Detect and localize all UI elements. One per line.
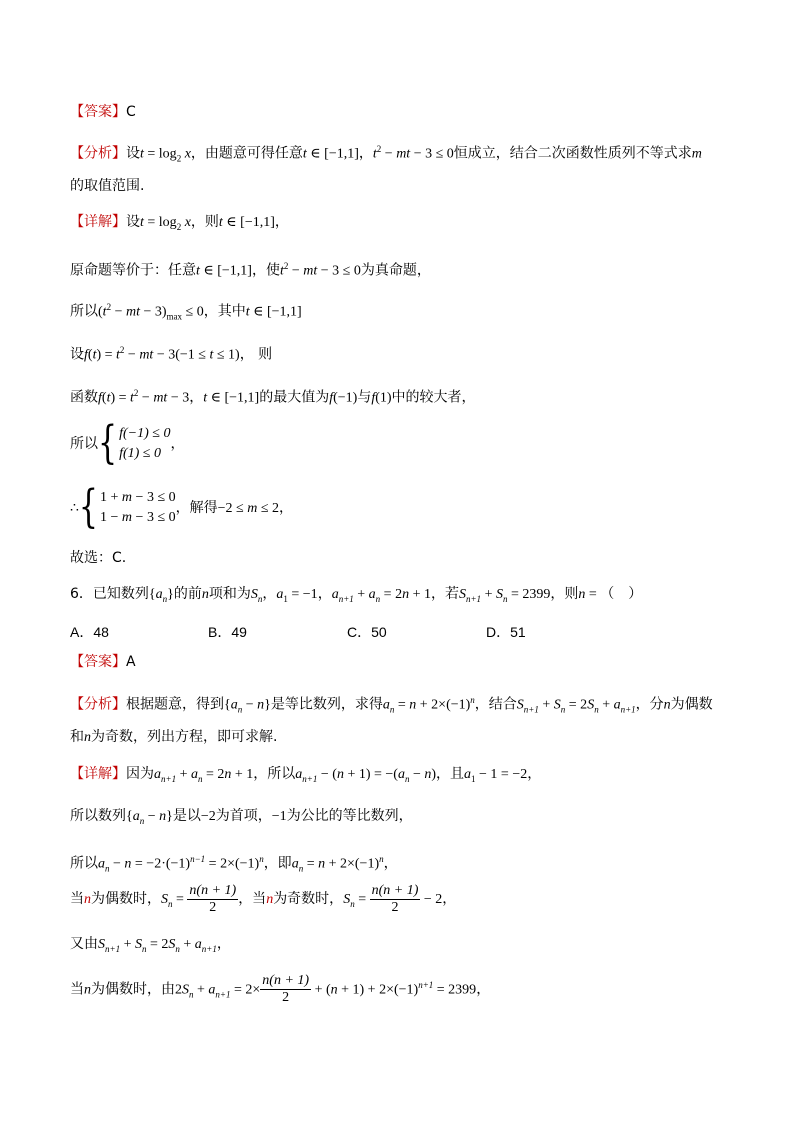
text: 为奇数时， — [273, 891, 344, 907]
option-d: D．51 — [486, 624, 526, 640]
q6-analysis-line-2: 和n为奇数，列出方程，即可求解. — [70, 729, 278, 745]
q5-answer-line — [70, 102, 136, 122]
text: ，则 — [550, 586, 579, 602]
q6-detail-line-1: 【详解】因为$a_{n+1} + a_n = 2n + 1$，所以$a_{n+1} - (n + 1) = -(a_n - n)$，且$a_1 - 1 = -2$， — [70, 766, 542, 784]
text: ， 则 — [239, 346, 273, 363]
text: 的取值范围. — [70, 178, 145, 194]
text: 原命题等价于：任意 — [70, 262, 196, 279]
text: ，且 — [436, 766, 465, 782]
left-brace: { — [98, 417, 118, 470]
text: 为真命题， — [360, 262, 431, 279]
text: ，则 — [190, 214, 219, 230]
text: 为偶数 — [670, 696, 713, 713]
text: ，使 — [251, 262, 280, 279]
text: 的最大值为 — [259, 389, 330, 406]
option-c: C．50 — [347, 624, 387, 640]
text: 为首项， — [215, 808, 272, 824]
text: 设 — [70, 346, 84, 363]
q6-detail-line-4: 当n为偶数时，$S_n$ = $\frac{n(n + 1)}{2}$ ，当n为奇数时，$S_n$ = $\frac{n(n + 1)}{2}$ − 2， — [70, 882, 457, 915]
text: 所以 — [70, 303, 98, 320]
detail-label: 【详解】 — [70, 214, 126, 230]
text: ，分 — [635, 696, 664, 713]
q5-detail-line-3: 所以($t^2$ − mt − $3)_{max} \le 0$，其中t ∈ [−1,1] — [70, 302, 302, 322]
text: ，所以 — [253, 766, 296, 782]
text: 为奇数，列出方程，即可求解. — [91, 729, 278, 745]
text: 当 — [70, 981, 84, 998]
text: 为偶数时，由 — [91, 981, 175, 998]
text: 故选：C. — [70, 550, 127, 566]
q5-analysis-line-1: 【分析】设$t = \log_2 x$，由题意可得任意t ∈ [−1,1]，$t^2$ − mt − 3 ≤ 0恒成立，结合二次函数性质列不等式求m — [70, 144, 702, 164]
text: 恒成立，结合二次函数性质列不等式求 — [453, 145, 692, 162]
text: 因为 — [126, 766, 154, 782]
text: ，其中 — [203, 303, 246, 320]
q5-analysis-line-2 — [70, 176, 144, 196]
q6-detail-line-6: 当n为偶数时，由$2S_n + a_{n+1} = 2\times$ $\frac{n(n + 1)}{2}$ + $(n + 1) + 2\times(-1)^{n+1} = 2399$， — [70, 973, 491, 1006]
text: 所以 — [70, 436, 98, 452]
text: 又由 — [70, 936, 98, 952]
q5-detail-line-1: 【详解】设$t = \log_2 x$，则t ∈ [−1,1]， — [70, 214, 289, 232]
q6-analysis-line-1: 【分析】根据题意，得到$\{a_n - n\}$是等比数列，求得$a_n = n + 2\times(-1)^n$，结合$S_{n+1} + S_n = 2S_n + a_{n+1}$，分n为偶数 — [70, 695, 713, 715]
text: 中的较大者， — [391, 389, 476, 406]
text: ，即 — [263, 855, 292, 872]
q6-detail-line-5: 又由$S_{n+1} + S_n = 2S_n + a_{n+1}$， — [70, 936, 231, 954]
text: 所以 — [70, 855, 98, 872]
text: ，由题意可得任意 — [190, 145, 303, 162]
answer-value: A — [126, 654, 136, 670]
q6-answer-line — [70, 652, 136, 672]
text: ，结合 — [474, 696, 517, 713]
q6-stem: 6．已知数列$\{a_n\}$的前n项和为$S_n$，$a_1 = -1$，$a_{n+1} + a_n = 2n + 1$，若$S_{n+1} + S_n = 2399$，则n = （ ） — [70, 586, 643, 604]
q5-choose-line — [70, 548, 126, 568]
left-brace: { — [78, 481, 99, 534]
text: （ ） — [600, 586, 643, 602]
text: ，当 — [238, 891, 267, 907]
text: 的前 — [173, 586, 202, 602]
text: 函数 — [70, 389, 98, 406]
text: 所以数列 — [70, 808, 126, 824]
option-a: A．48 — [70, 624, 109, 640]
text: ，若 — [430, 586, 459, 602]
text: 与 — [357, 389, 372, 406]
text: 根据题意，得到 — [126, 696, 224, 713]
q5-detail-line-7: ∴{ 1 + m − 3 ≤ 0 1 − m − 3 ≤ 0 ，解得−2 ≤ m ≤ 2， — [70, 481, 294, 534]
analysis-label: 【分析】 — [70, 145, 126, 162]
text: 项和为 — [208, 586, 251, 602]
question-number: 6．已知数列 — [70, 586, 149, 602]
q5-detail-line-5: 函数$f(t) = t^2$ − mt − 3，t ∈ [−1,1]的最大值为f(−1)与f(1)中的较大者， — [70, 388, 476, 406]
answer-value: C — [126, 104, 136, 120]
analysis-label: 【分析】 — [70, 696, 126, 713]
detail-label: 【详解】 — [70, 766, 126, 782]
q5-detail-line-4: 设$f(t) = t^2$ − mt − 3(−1 ≤ t ≤ 1)， 则 — [70, 345, 273, 363]
text: 为偶数时， — [91, 891, 161, 907]
q5-detail-line-6: 所以{ f(−1) ≤ 0 f(1) ≤ 0 ， — [70, 417, 185, 470]
text: 设 — [126, 214, 140, 230]
text: 当 — [70, 891, 84, 907]
q6-detail-line-2: 所以数列$\{a_n - n\}$是以−2为首项，−1为公比的等比数列， — [70, 808, 413, 826]
text: ，解得 — [175, 500, 218, 516]
text: 设 — [126, 145, 140, 162]
option-b: B．49 — [208, 624, 247, 640]
q5-detail-line-2: 原命题等价于：任意t ∈ [−1,1]，使$t^2$ − mt − 3 ≤ 0为真命题， — [70, 261, 431, 279]
text: 是以 — [172, 808, 201, 824]
text: 是等比数列，求得 — [270, 696, 383, 713]
q6-detail-line-3: 所以$a_n - n = -2\cdot(-1)^{n-1} = 2\times(-1)^n$，即$a_n = n + 2\times(-1)^n$， — [70, 854, 398, 874]
text: 和 — [70, 729, 84, 745]
answer-label: 【答案】 — [70, 104, 126, 120]
text: 为公比的等比数列， — [286, 808, 413, 824]
answer-label: 【答案】 — [70, 654, 126, 670]
